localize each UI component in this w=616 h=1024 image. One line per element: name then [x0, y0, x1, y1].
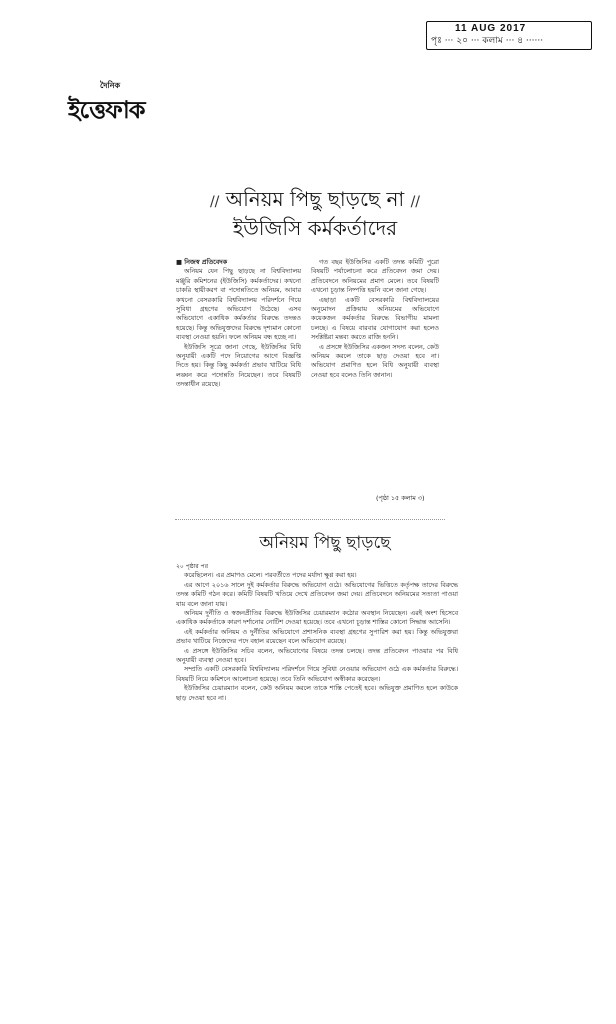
byline: ■ নিজস্ব প্রতিবেদক [176, 258, 228, 266]
from-page-note: ২০ পৃষ্ঠার পর [176, 563, 209, 570]
continuation-body [176, 562, 458, 703]
masthead-prefix: দৈনিক [100, 81, 121, 90]
paragraph: সম্প্রতি একটি বেসরকারি বিশ্ববিদ্যালয় পরিদর্শনে গিয়ে সুবিধা নেওয়ার অভিযোগ ওঠে এক কর্মকর্তার বিরুদ্ধে। বিষয়টি নিয়ে কমিশনে আলোচনা হয়েছে। তবে তিনি অভিযোগ অস্বীকার করেছেন। [176, 665, 458, 683]
quote-mark-icon: // [410, 194, 421, 210]
masthead-logo: ইত্তেফাক [68, 96, 145, 124]
paragraph: ইউজিসি সূত্রে জানা গেছে, ইউজিসির বিধি অনুযায়ী একটি পদে নিয়োগের আগে বিজ্ঞপ্তি দিতে হয়। কিন্তু কিছু কর্মকর্তা প্রভাব খাটিয়ে বিধি লঙ্ঘন করে পদোন্নতি নিয়েছেন। তবে বিষয়টি তদন্তাধীন রয়েছে। [176, 342, 301, 389]
date-stamp [426, 21, 592, 50]
stamp-column: ৪ [517, 36, 524, 46]
paragraph: এছাড়া একটি বেসরকারি বিশ্ববিদ্যালয়ের অনুমোদন প্রক্রিয়ায় অনিয়মের অভিযোগে কয়েকজন কর্মকর্তার বিরুদ্ধে বিভাগীয় মামলা চলছে। এ বিষয়ে বারবার যোগাযোগ করা হলেও সংশ্লিষ্টরা মন্তব্য করতে রাজি হননি। [311, 295, 439, 342]
paragraph: গত বছর ইউজিসির একটি তদন্ত কমিটি পুরো বিষয়টি পর্যালোচনা করে প্রতিবেদন জমা দেয়। প্রতিবেদনে অনিয়মের প্রমাণ মেলে। তবে বিষয়টি এখনো চূড়ান্ত নিষ্পত্তি হয়নি বলে জানা গেছে। [311, 258, 439, 295]
paragraph: করেছিলেন। এর প্রমাণও মেলে। পরবর্তীতে পদের মর্যাদা ক্ষুণ্ণ করা হয়। [184, 571, 357, 580]
stamp-page-column: পৃঃ ··· ২০ ··· কলাম ··· ৪ ······ [431, 36, 544, 46]
paragraph: অনিয়ম দুর্নীতি ও স্বজনপ্রীতির বিরুদ্ধে ইউজিসির চেয়ারম্যান কঠোর অবস্থান নিয়েছেন। এরই অংশ হিসেবে একাধিক কর্মকর্তাকে কারণ দর্শানোর নোটিশ দেওয়া হয়েছে। তবে এখনো চূড়ান্ত শাস্তির কোনো সিদ্ধান্ত আসেনি। [176, 609, 458, 627]
stamp-page: ২০ [456, 36, 468, 46]
paragraph: এ প্রসঙ্গে ইউজিসির সচিব বলেন, অভিযোগের বিষয়ে তদন্ত চলছে। তদন্ত প্রতিবেদন পাওয়ার পর বিধি অনুযায়ী ব্যবস্থা নেওয়া হবে। [176, 646, 458, 665]
continuation-headline: অনিয়ম পিছু ছাড়ছে [259, 533, 391, 553]
stamp-page-label: পৃঃ [431, 36, 442, 46]
continuation-note: (পৃষ্ঠা ১৫ কলাম ৩) [376, 494, 425, 502]
paragraph: এর আগে ২০১৬ সালে দুই কর্মকর্তার বিরুদ্ধে অভিযোগ ওঠে। অভিযোগের ভিত্তিতে কর্তৃপক্ষ তাদের বিরুদ্ধে তদন্ত কমিটি গঠন করে। কমিটি বিষয়টি খতিয়ে দেখে প্রতিবেদন জমা দেয়। প্রতিবেদনে অনিয়মের সত্যতা পাওয়া যায় বলে জানা যায়। [176, 580, 458, 608]
stamp-column-label: কলাম [482, 36, 503, 46]
quote-mark-icon: // [209, 194, 220, 210]
headline-line-2: ইউজিসি কর্মকর্তাদের [232, 216, 398, 240]
headline-line-1: অনিয়ম পিছু ছাড়ছে না [225, 187, 405, 211]
article-column-right [311, 258, 439, 380]
paragraph: এ প্রসঙ্গে ইউজিসির একজন সদস্য বলেন, কেউ অনিয়ম করলে তাকে ছাড় দেওয়া হবে না। অভিযোগ প্রমাণিত হলে বিধি অনুযায়ী ব্যবস্থা নেওয়া হবে বলেও তিনি জানান। [311, 342, 439, 379]
paragraph: এই কর্মকর্তার অনিয়ম ও দুর্নীতির অভিযোগে প্রশাসনিক ব্যবস্থা গ্রহণের সুপারিশ করা হয়। কিন্তু অভিযুক্তরা প্রভাব খাটিয়ে নিজেদের পদে বহাল রয়েছেন বলে অভিযোগ রয়েছে। [176, 627, 458, 646]
paragraph: অনিয়ম যেন পিছু ছাড়ছে না বিশ্ববিদ্যালয় মঞ্জুরি কমিশনের (ইউজিসি) কর্মকর্তাদের। কখনো চাকরি স্থায়ীকরণ বা পদোন্নতিতে অনিয়ম, আবার কখনো বেসরকারি বিশ্ববিদ্যালয় পরিদর্শনে গিয়ে সুবিধা গ্রহণের অভিযোগ উঠেছে। এসব অভিযোগে একাধিক কর্মকর্তার বিরুদ্ধে তদন্তও হয়েছে। কিন্তু অভিযুক্তদের বিরুদ্ধে দৃশ্যমান কোনো ব্যবস্থা নেওয়া হয়নি। ফলে অনিয়ম বন্ধ হচ্ছে না। [176, 267, 301, 342]
divider [175, 519, 445, 520]
stamp-date: 11 AUG 2017 [455, 23, 527, 34]
paragraph: ইউজিসির চেয়ারম্যান বলেন, কেউ অনিয়ম করলে তাকে শাস্তি পেতেই হবে। অভিযুক্ত প্রমাণিত হলে কাউকে ছাড় দেওয়া হবে না। [176, 684, 458, 702]
article-headline [195, 186, 435, 241]
article-column-left [176, 258, 301, 390]
